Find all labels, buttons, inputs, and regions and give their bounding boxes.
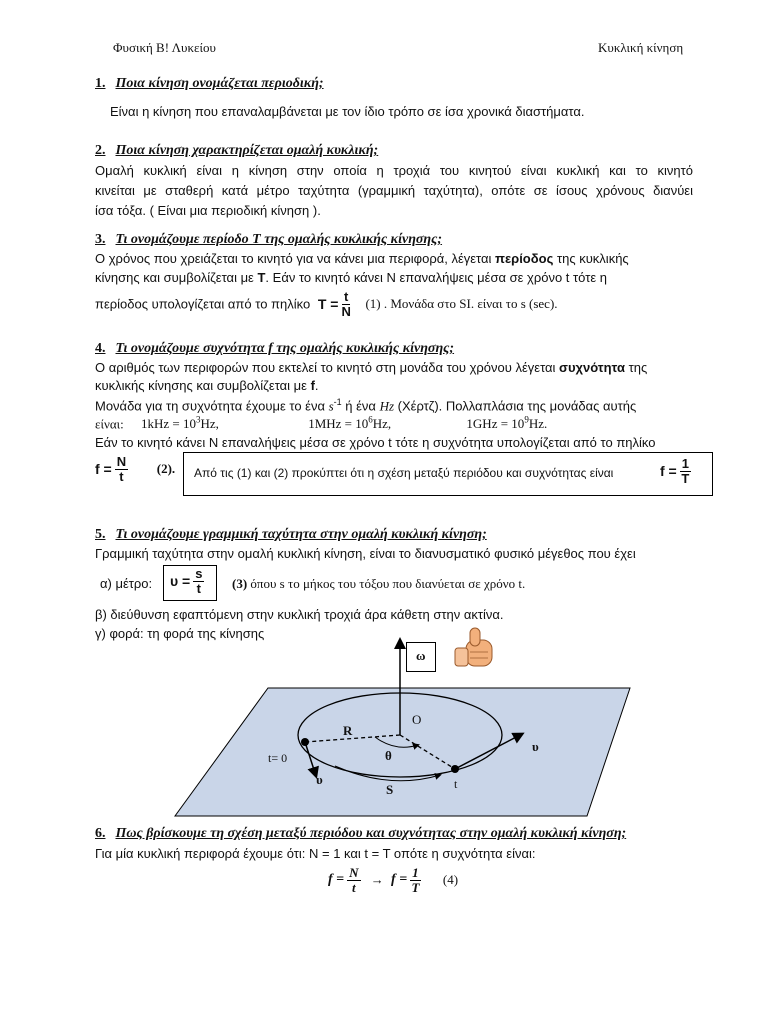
section-2-line3: ίσα τόξα. ( Είναι μια περιοδική κίνηση ). — [95, 203, 321, 218]
section-4-line2: κυκλικής κίνησης και συμβολίζεται με f. — [95, 378, 319, 393]
section-5-a-label: α) μέτρο: — [100, 576, 153, 591]
section-3-line2: κίνησης και συμβολίζεται με Τ. Εάν το κινητό κάνει Ν επαναλήψεις μέσα σε χρόνο t τότε η — [95, 270, 607, 285]
section-6-title: 6. Πως βρίσκουμε τη σχέση μεταξύ περιόδου και συχνότητας στην ομαλή κυκλική κίνηση; — [95, 826, 627, 841]
section-6-line1: Για μία κυκλική περιφορά έχουμε ότι: Ν = 1 και t = T οπότε η συχνότητα είναι: — [95, 846, 536, 861]
velocity-right-label: υ — [532, 739, 539, 754]
section-3-title: 3. Τι ονομάζουμε περίοδο Τ της ομαλής κυκλικής κίνησης; — [95, 232, 443, 247]
relation-formula: f = $\frac{1}{T}$ — [660, 456, 690, 486]
velocity-left-label: υ — [316, 772, 323, 787]
section-1-text: Είναι η κίνηση που επαναλαμβάνεται με τον ίδιο τρόπο σε ίσα χρονικά διαστήματα. — [110, 104, 585, 119]
arc-length-label: S — [386, 782, 394, 797]
section-4-title: 4. Τι ονομάζουμε συχνότητα f της ομαλής κυκλικής κίνησης; — [95, 341, 455, 356]
center-label: O — [412, 712, 422, 727]
period-fraction: $\frac{t}{N}$ — [341, 289, 351, 319]
plane — [175, 688, 630, 816]
frequency-formula: f = $\frac{N}{t}$ (2). — [95, 454, 176, 484]
velocity-box: υ = $\frac{s}{t}$ — [163, 565, 217, 601]
theta-label: θ — [385, 748, 392, 763]
section-2-title: 2. Ποια κίνηση χαρακτηρίζεται ομαλή κυκλική; — [95, 143, 379, 158]
section-5-line1: Γραμμική ταχύτητα στην ομαλή κυκλική κίνηση, είναι το διανυσματικό φυσικό μέγεθος που έχει — [95, 546, 636, 561]
thumbs-up-icon — [455, 628, 492, 666]
t-label: t — [454, 777, 458, 791]
section-4-line3: Μονάδα για τη συχνότητα έχουμε το ένα $s^{-1}$ ή ένα Hz (Χέρτζ). Πολλαπλάσια της μονάδας αυτής — [95, 397, 637, 414]
section-5-b: β) διεύθυνση εφαπτόμενη στην κυκλική τροχιά άρα κάθετη στην ακτίνα. — [95, 607, 504, 622]
section-3-line3: περίοδος υπολογίζεται από το πηλίκο T = $\frac{t}{N}$ (1) . Μονάδα στο SI. είναι το s (sec). — [95, 289, 558, 319]
radius-label: R — [343, 723, 353, 738]
section-5-c: γ) φορά: τη φορά της κίνησης — [95, 626, 265, 641]
section-3-line1: Ο χρόνος που χρειάζεται το κινητό για να κάνει μια περιφορά, λέγεται περίοδος της κυκλικής — [95, 251, 629, 266]
omega-label-box — [406, 642, 436, 672]
section-4-line1: Ο αριθμός των περιφορών που εκτελεί το κινητό στη μονάδα του χρόνου λέγεται συχνότητα της — [95, 360, 648, 375]
final-formula: f = $\frac{N}{t}$ → f = $\frac{1}{T}$ (4) — [328, 865, 459, 895]
omega-label: ω — [416, 648, 426, 663]
section-4-units: είναι: $1kHz = 10^3Hz$, $1MHz = 10^6Hz$, $1GHz = 10^9Hz$. — [95, 415, 548, 432]
section-4-line5: Εάν το κινητό κάνει Ν επαναλήψεις μέσα σε χρόνο t τότε η συχνότητα υπολογίζεται από το πηλίκο — [95, 435, 656, 450]
section-5-a-desc: (3) όπου s το μήκος του τόξου που διανύεται σε χρόνο t. — [232, 576, 526, 591]
section-1-title: 1. Ποια κίνηση ονομάζεται περιοδική; — [95, 76, 324, 91]
section-2-line1: Ομαλή κυκλική είναι η κίνηση στην οποία η τροχιά του κινητού είναι κυκλική και το κινητό — [95, 163, 693, 178]
header-right: Κυκλική κίνηση — [598, 40, 684, 55]
relation-box-text: Από τις (1) και (2) προκύπτει ότι η σχέση μεταξύ περιόδου και συχνότητας είναι — [194, 466, 614, 480]
section-2-line2: κινείται με σταθερή κατά μέτρο ταχύτητα (γραμμική ταχύτητα), οπότε σε ίσους χρόνους διανύει — [95, 183, 693, 198]
header-left: Φυσική Β! Λυκείου — [113, 40, 216, 55]
period-formula: T = — [317, 296, 339, 313]
t0-label: t= 0 — [268, 751, 288, 765]
section-5-title: 5. Τι ονομάζουμε γραμμική ταχύτητα στην ομαλή κυκλική κίνηση; — [95, 527, 487, 542]
